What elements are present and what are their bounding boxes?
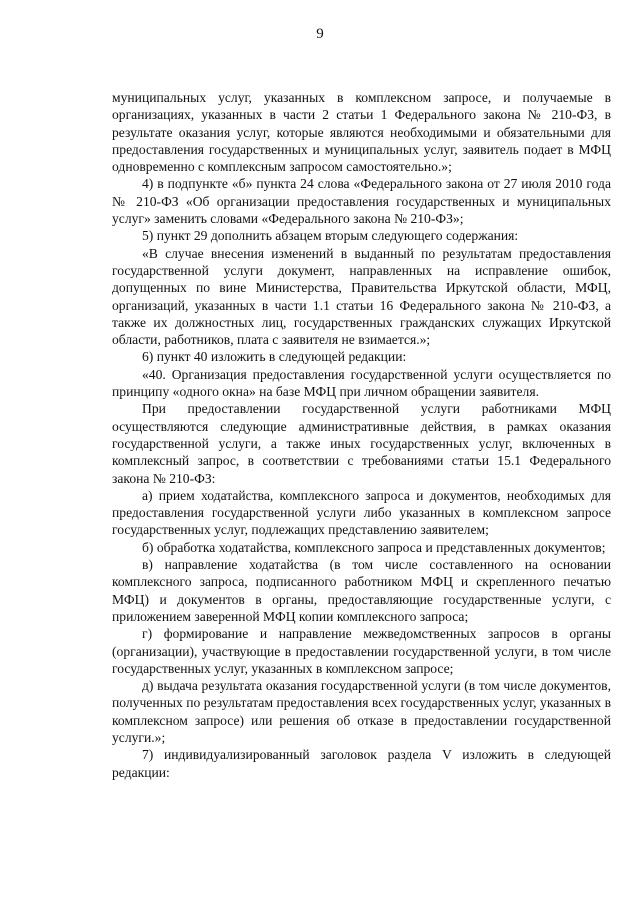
page-number: 9 — [316, 26, 324, 42]
document-body — [112, 89, 611, 781]
paragraph-item-5: 5) пункт 29 дополнить абзацем вторым следующего содержания: — [142, 228, 519, 244]
list-item-v: в) направление ходатайства (в том числе составленного на основании комплексного запроса, подписанного работником МФЦ и скрепленного печатью МФЦ) и документов в органы, предоставляющие государственные услуги, с приложением заверенной МФЦ копии комплексного запроса; — [112, 557, 611, 624]
list-item-g: г) формирование и направление межведомственных запросов в органы (организации), участвующие в предоставлении государственной услуги, в том числе государственных услуг, указанных в комплексном запросе; — [112, 626, 611, 676]
list-item-a: а) прием ходатайства, комплексного запроса и документов, необходимых для предоставления государственной услуги либо указанных в комплексном запросе государственных услуг, подлежащих представлению заявителем; — [112, 487, 611, 538]
paragraph-mfc-actions: При предоставлении государственной услуги работниками МФЦ осуществляются следующие административные действия, в рамках оказания государственной услуги, а также иных государственных услуг, включенных в комплексный запрос, в соответствии с требованиями статьи 15.1 Федерального закона № 210-ФЗ: — [112, 401, 611, 486]
paragraph-continuation: муниципальных услуг, указанных в комплексном запросе, и получаемые в организациях, указанных в части 2 статьи 1 Федерального закона № 210-ФЗ, в результате оказания услуг, которые являются необходимыми и обязательными для предоставления государственных и муниципальных услуг, заявитель подает в МФЦ одновременно с комплексным запросом самостоятельно.»; — [112, 90, 611, 175]
paragraph-item-4: 4) в подпункте «б» пункта 24 слова «Федерального закона от 27 июля 2010 года № 210-ФЗ «Об организации предоставления государственных и муниципальных услуг» заменить словами «Федерального закона № 210-ФЗ»; — [112, 176, 611, 227]
list-item-d: д) выдача результата оказания государственной услуги (в том числе документов, полученных по результатам предоставления всех государственных услуг, указанных в комплексном запросе) или решения об отказе в предоставлении государственной услуги.»; — [112, 678, 611, 745]
paragraph-item-7: 7) индивидуализированный заголовок раздела V изложить в следующей редакции: — [112, 747, 611, 780]
list-item-b: б) обработка ходатайства, комплексного запроса и представленных документов; — [142, 539, 606, 555]
paragraph-item-40: «40. Организация предоставления государственной услуги осуществляется по принципу «одного окна» на базе МФЦ при личном обращении заявителя. — [112, 366, 611, 400]
paragraph-item-6: 6) пункт 40 изложить в следующей редакции: — [142, 349, 407, 365]
paragraph-item-5-quote: «В случае внесения изменений в выданный по результатам предоставления государственной услуги документ, направленных на исправление ошибок, допущенных по вине Министерства, Правительства Иркутской области, МФЦ, организаций, указанных в части 1.1 статьи 16 Федерального закона № 210-ФЗ, а также их должностных лиц, государственных гражданских служащих Иркутской области, работников, плата с заявителя не взимается.»; — [112, 245, 611, 348]
